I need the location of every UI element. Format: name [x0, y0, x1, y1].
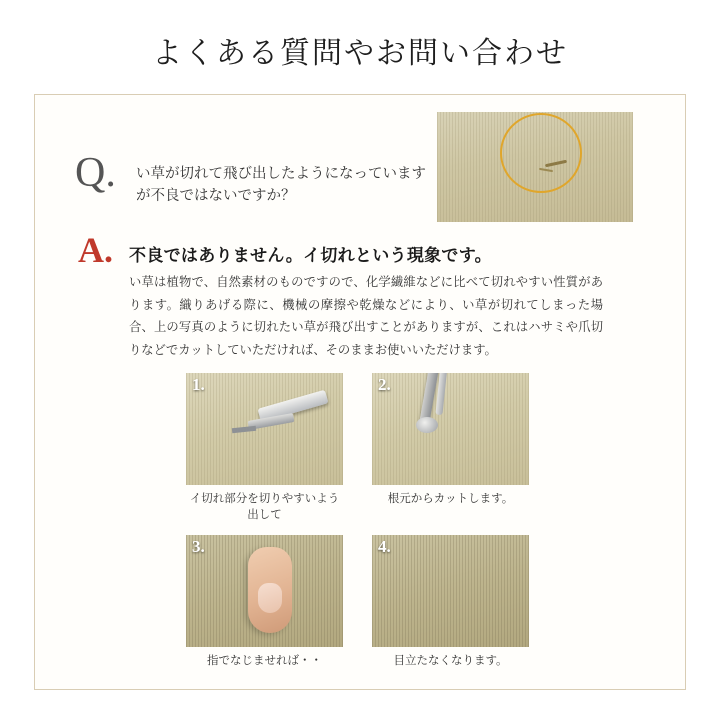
- step-caption-3: 指でなじませれば・・: [207, 655, 322, 668]
- step-item-1: [186, 373, 343, 523]
- nail-clipper-arm-secondary-icon: [435, 373, 447, 415]
- answer-headline: 不良ではありません。イ切れという現象です。: [129, 246, 492, 265]
- step-number-3: 3.: [192, 537, 205, 557]
- step-item-2: [372, 373, 529, 523]
- page-title: よくある質問やお問い合わせ: [152, 37, 568, 70]
- step2-photo-cutting: [372, 373, 529, 485]
- step3-photo-finger: [186, 535, 343, 647]
- nail-clipper-jaw-icon: [232, 426, 256, 433]
- step-caption-4: 目立たなくなります。: [393, 655, 508, 668]
- answer-body: い草は植物で、自然素材のものですので、化学繊維などに比べて切れやすい性質があります。織りあげる際に、機械の摩擦や乾燥などにより、い草が切れてしまった場合、上の写真のように切れたい草が飛び出すことがありますが、これはハサミや爪切りなどでカットしていただければ、そのままお使いいただけます。: [129, 275, 603, 358]
- question-text: い草が切れて飛び出したようになっていますが不良ではないですか？: [136, 166, 426, 205]
- step-number-1: 1.: [192, 375, 205, 394]
- step1-photo-nail-clipper: [186, 373, 343, 485]
- question-marker: Q.: [75, 150, 116, 196]
- orange-circle-highlight: [500, 113, 582, 193]
- step-item-4: [372, 535, 529, 669]
- steps-row-top: [186, 373, 529, 523]
- steps-grid: [186, 373, 529, 669]
- step-caption-2: 根元からカットします。: [387, 493, 514, 505]
- steps-row-bottom: [186, 535, 529, 669]
- answer-marker: A.: [78, 230, 113, 270]
- step4-photo-result: [372, 535, 529, 647]
- step-number-4: 4.: [378, 537, 391, 557]
- nail-clipper-head-icon: [416, 417, 438, 433]
- step-item-3: [186, 535, 343, 669]
- step-caption-1: イ切れ部分を切りやすいよう出して: [189, 493, 340, 522]
- fingernail-icon: [258, 583, 282, 613]
- step-number-2: 2.: [378, 375, 391, 394]
